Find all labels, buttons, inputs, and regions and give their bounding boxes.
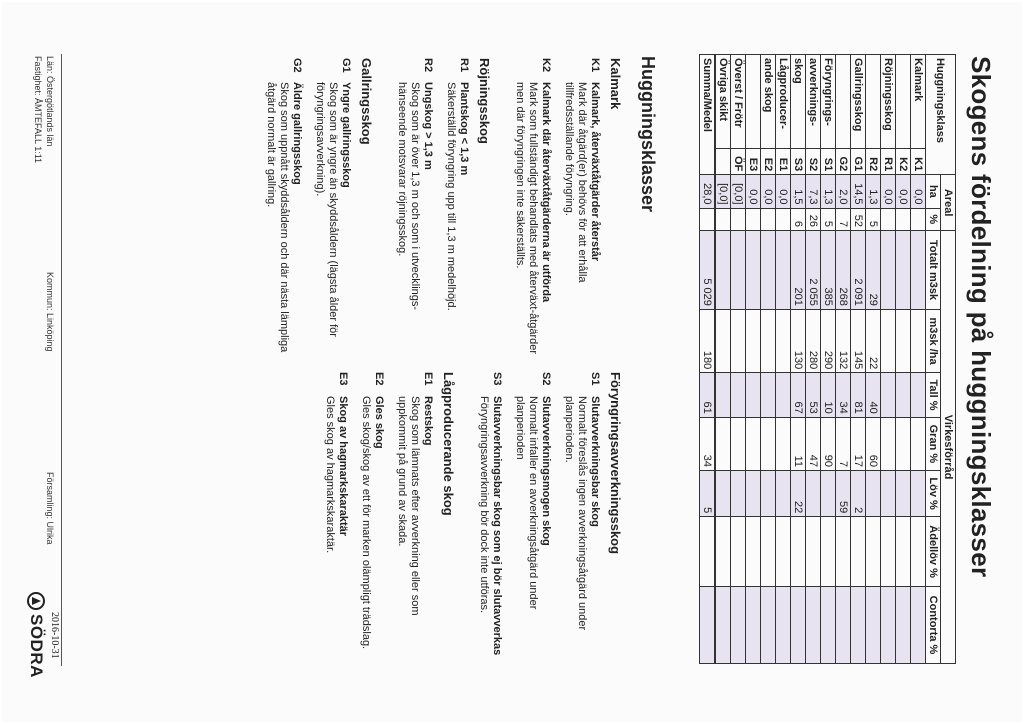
cell-ha: 0,0 xyxy=(776,175,791,208)
class-name: Ungskog > 1,3 m xyxy=(422,82,434,170)
table-row xyxy=(836,55,851,664)
cell-gran xyxy=(746,417,761,470)
contorta-header: Contorta % xyxy=(926,586,941,663)
cell-ha: 0,0 xyxy=(761,175,776,208)
cell-contorta xyxy=(731,586,746,663)
cell-tall: 67 xyxy=(791,373,806,417)
class-name: Kalmark där återväxtåtgärderna är utförda xyxy=(540,82,552,303)
cell-per_ha xyxy=(911,309,926,372)
row-label: Överst / Frötr xyxy=(731,55,746,149)
cell-lov: 59 xyxy=(836,471,851,517)
document-date: 2016-10-31 xyxy=(49,612,60,659)
cell-adellov xyxy=(746,517,761,587)
cell-lov xyxy=(731,471,746,517)
cell-totalt: 385 xyxy=(821,231,836,310)
row-code: K1 xyxy=(911,149,926,175)
totalt-header: Totalt m3sk xyxy=(926,231,941,310)
cell-ha: [0,0] xyxy=(715,175,731,208)
class-e3 xyxy=(323,372,349,672)
class-k1 xyxy=(562,58,601,358)
class-name: Kalmark, återväxtåtgärder återstår xyxy=(589,82,601,262)
cell-tall xyxy=(911,373,926,417)
class-name: Slutavverkningsbar skog som ej bör slutavverkas xyxy=(491,396,503,656)
cell-ha: [0,0] xyxy=(731,175,746,208)
cell-pct: 26 xyxy=(806,208,821,231)
row-code: R2 xyxy=(866,149,881,175)
cell-lov xyxy=(806,471,821,517)
cell-adellov xyxy=(761,517,776,587)
cell-pct: 7 xyxy=(836,208,851,231)
class-code: R2 xyxy=(422,58,434,73)
cell-per_ha: 130 xyxy=(791,309,806,372)
class-name: Slutavverkningsmogen skog xyxy=(540,396,552,546)
cell-per_ha xyxy=(761,309,776,372)
sum-tall: 61 xyxy=(700,373,716,417)
class-code: K2 xyxy=(540,58,552,73)
cell-adellov xyxy=(851,517,866,587)
footer-forsamling: Församling: Ulrika xyxy=(45,472,55,545)
cell-adellov xyxy=(866,517,881,587)
cell-pct xyxy=(715,208,731,231)
cell-gran: 17 xyxy=(851,417,866,470)
cell-gran: 60 xyxy=(866,417,881,470)
class-description: Mark där åtgärd(er) behövs för att erhålla tillfredsställande föryngring. xyxy=(563,82,588,283)
cell-tall xyxy=(761,373,776,417)
class-description: Skog som lämnats efter avverkning eller som uppkommit på grund av skada. xyxy=(396,396,421,616)
cell-contorta xyxy=(806,586,821,663)
cell-adellov xyxy=(836,517,851,587)
class-s1 xyxy=(562,372,601,672)
cell-ha: 1,3 xyxy=(866,175,881,208)
cell-contorta xyxy=(791,586,806,663)
cell-ha: 7,3 xyxy=(806,175,821,208)
cell-contorta xyxy=(821,586,836,663)
cell-per_ha: 280 xyxy=(806,309,821,372)
footer-location xyxy=(32,56,56,163)
class-name: Skog av hagmarkskaraktär xyxy=(337,396,349,537)
cell-pct xyxy=(746,208,761,231)
class-e2 xyxy=(359,372,385,672)
cell-per_ha xyxy=(715,309,731,372)
cell-totalt: 268 xyxy=(836,231,851,310)
classes-right-column xyxy=(313,372,622,672)
footer-fastighet: Fastighet: ÅMTEFALL 1:11 xyxy=(33,56,43,164)
huggningsklass-table xyxy=(699,54,956,664)
group-title-rojning: Röjningsskog xyxy=(477,58,492,144)
class-s3 xyxy=(477,372,503,672)
cell-per_ha xyxy=(776,309,791,372)
class-name: Plantskog < 1,3 m xyxy=(458,82,470,176)
cell-lov: 2 xyxy=(851,471,866,517)
class-code: S2 xyxy=(540,372,552,386)
row-code: E2 xyxy=(761,149,776,175)
class-name: Restskog xyxy=(422,396,434,446)
row-label: Kalmark xyxy=(911,55,926,149)
cell-totalt xyxy=(911,231,926,310)
row-label: ande skog xyxy=(761,55,776,149)
cell-tall xyxy=(715,373,731,417)
cell-contorta xyxy=(896,586,911,663)
cell-gran xyxy=(911,417,926,470)
cell-gran: 7 xyxy=(836,417,851,470)
cell-ha: 0,0 xyxy=(746,175,761,208)
row-label: Föryngrings- xyxy=(821,55,836,149)
cell-tall xyxy=(776,373,791,417)
cell-totalt xyxy=(715,231,731,310)
row-code: E3 xyxy=(746,149,761,175)
cell-contorta xyxy=(746,586,761,663)
cell-totalt: 201 xyxy=(791,231,806,310)
class-description: Skog som är över 1,3 m och som i utvecklings-hänseende motsvarar röjningsskog. xyxy=(396,82,421,311)
sum-lov: 5 xyxy=(700,471,716,517)
cell-per_ha: 132 xyxy=(836,309,851,372)
page-title: Skogens fördelning på huggningsklasser xyxy=(966,56,996,578)
pct-header: % xyxy=(926,208,941,231)
cell-ha: 14,5 xyxy=(851,175,866,208)
cell-contorta xyxy=(866,586,881,663)
cell-tall: 34 xyxy=(836,373,851,417)
cell-totalt xyxy=(731,231,746,310)
row-label: Röjningsskog xyxy=(881,55,896,149)
classes-left-column xyxy=(254,58,622,358)
cell-gran xyxy=(881,417,896,470)
cell-adellov xyxy=(791,517,806,587)
class-code: R1 xyxy=(458,58,470,73)
cell-ha: 2,0 xyxy=(836,175,851,208)
class-name: Yngre gallringsskog xyxy=(340,82,352,188)
row-code xyxy=(715,149,731,175)
cell-lov xyxy=(866,471,881,517)
cell-contorta xyxy=(911,586,926,663)
cell-gran: 11 xyxy=(791,417,806,470)
cell-contorta xyxy=(715,586,731,663)
row-label: avverknings- xyxy=(806,55,821,149)
table-row xyxy=(791,55,806,664)
cell-pct: 6 xyxy=(791,208,806,231)
cell-totalt xyxy=(746,231,761,310)
cell-totalt: 2 091 xyxy=(851,231,866,310)
sodra-logo-text: SÖDRA xyxy=(27,614,46,678)
table-row xyxy=(761,55,776,664)
row-label: Övriga skikt xyxy=(715,55,731,149)
row-code: R1 xyxy=(881,149,896,175)
row-code: K2 xyxy=(896,149,911,175)
class-description: Skog som uppnått skyddsåldern och där nästa lämpliga åtgärd normalt är gallring. xyxy=(265,82,290,353)
row-label xyxy=(866,55,881,149)
class-code: S3 xyxy=(491,372,503,386)
cell-ha: 1,5 xyxy=(791,175,806,208)
class-column-header: Huggningsklass xyxy=(926,55,956,175)
cell-adellov xyxy=(806,517,821,587)
table-row xyxy=(866,55,881,664)
sum-label: Summa/Medel xyxy=(700,55,716,175)
table-row xyxy=(806,55,821,664)
cell-totalt xyxy=(776,231,791,310)
footer-divider xyxy=(61,54,62,666)
row-label xyxy=(836,55,851,149)
row-code: S3 xyxy=(791,149,806,175)
per-ha-header: m3sk /ha xyxy=(926,309,941,372)
table-row xyxy=(731,55,746,664)
sodra-logo xyxy=(26,592,46,678)
cell-gran: 90 xyxy=(821,417,836,470)
cell-adellov xyxy=(821,517,836,587)
areal-header: Areal xyxy=(941,175,956,231)
lov-header: Löv % xyxy=(926,471,941,517)
cell-ha: 0,0 xyxy=(881,175,896,208)
cell-lov xyxy=(896,471,911,517)
cell-lov xyxy=(761,471,776,517)
cell-pct xyxy=(881,208,896,231)
class-description: Normalt infaller en avverkningsåtgärd under planperioden xyxy=(514,396,539,610)
row-label xyxy=(896,55,911,149)
footer-lan: Län: Östergötlands län xyxy=(45,56,55,147)
cell-gran xyxy=(761,417,776,470)
cell-pct: 52 xyxy=(851,208,866,231)
cell-tall xyxy=(881,373,896,417)
cell-tall xyxy=(731,373,746,417)
cell-tall xyxy=(896,373,911,417)
cell-tall xyxy=(746,373,761,417)
cell-lov xyxy=(776,471,791,517)
sum-per_ha: 180 xyxy=(700,309,716,372)
cell-adellov xyxy=(896,517,911,587)
document-page xyxy=(2,2,1022,722)
sum-adellov xyxy=(700,517,716,587)
class-name: Gles skog xyxy=(373,396,385,449)
class-name: Äldre gallringsskog xyxy=(291,82,303,185)
table-row xyxy=(851,55,866,664)
table-row xyxy=(776,55,791,664)
class-name: Slutavverkningsbar skog xyxy=(589,396,601,527)
table-row xyxy=(911,55,926,664)
row-code: E1 xyxy=(776,149,791,175)
sum-contorta xyxy=(700,586,716,663)
cell-totalt xyxy=(881,231,896,310)
cell-pct xyxy=(761,208,776,231)
class-g2 xyxy=(264,58,303,358)
class-e1 xyxy=(395,372,434,672)
class-k2 xyxy=(513,58,552,358)
group-title-kalmark: Kalmark xyxy=(608,58,623,110)
cell-lov xyxy=(821,471,836,517)
group-title-lagproducerande: Lågproducerande skog xyxy=(441,372,456,516)
class-g1 xyxy=(313,58,352,358)
row-code: G1 xyxy=(851,149,866,175)
cell-adellov xyxy=(715,517,731,587)
class-description: Säkerställd föryngring upp till 1,3 m medelhöjd. xyxy=(445,82,457,311)
sum-totalt: 5 029 xyxy=(700,231,716,310)
sum-pct xyxy=(700,208,716,231)
cell-contorta xyxy=(851,586,866,663)
cell-totalt: 2 055 xyxy=(806,231,821,310)
table-row xyxy=(715,55,731,664)
cell-lov xyxy=(715,471,731,517)
cell-per_ha xyxy=(746,309,761,372)
cell-pct xyxy=(911,208,926,231)
cell-adellov xyxy=(881,517,896,587)
row-code: S2 xyxy=(806,149,821,175)
table-row xyxy=(896,55,911,664)
cell-per_ha: 22 xyxy=(866,309,881,372)
cell-ha: 0,0 xyxy=(896,175,911,208)
group-title-foryngring: Föryngringsavverkningsskog xyxy=(608,372,623,555)
cell-pct xyxy=(776,208,791,231)
cell-lov xyxy=(746,471,761,517)
class-description: Gles skog av hagmarkskaraktär. xyxy=(324,396,336,554)
ha-header: ha xyxy=(926,175,941,208)
cell-totalt xyxy=(761,231,776,310)
cell-totalt xyxy=(896,231,911,310)
class-code: E1 xyxy=(422,372,434,386)
cell-pct xyxy=(731,208,746,231)
class-code: E3 xyxy=(337,372,349,386)
class-description: Skog som är yngre än skyddsåldern (lägsta ålder för föryngringsavverkning). xyxy=(314,82,339,337)
class-r1 xyxy=(444,58,470,358)
cell-lov: 22 xyxy=(791,471,806,517)
table-row xyxy=(821,55,836,664)
table-row xyxy=(881,55,896,664)
cell-pct: 5 xyxy=(821,208,836,231)
tall-header: Tall % xyxy=(926,373,941,417)
row-code: S1 xyxy=(821,149,836,175)
cell-gran xyxy=(896,417,911,470)
cell-contorta xyxy=(836,586,851,663)
class-code: K1 xyxy=(589,58,601,73)
cell-gran xyxy=(776,417,791,470)
row-label xyxy=(746,55,761,149)
section-title: Huggningsklasser xyxy=(638,56,658,213)
cell-per_ha xyxy=(881,309,896,372)
cell-adellov xyxy=(776,517,791,587)
class-code: E2 xyxy=(373,372,385,386)
cell-adellov xyxy=(731,517,746,587)
cell-gran xyxy=(715,417,731,470)
cell-adellov xyxy=(911,517,926,587)
row-code: ÖF xyxy=(731,149,746,175)
cell-per_ha xyxy=(896,309,911,372)
cell-gran xyxy=(731,417,746,470)
cell-gran: 47 xyxy=(806,417,821,470)
sum-row xyxy=(700,55,716,664)
row-label: Lågproducer- xyxy=(776,55,791,149)
sum-ha: 28,0 xyxy=(700,175,716,208)
cell-lov xyxy=(881,471,896,517)
footer-kommun: Kommun: Linköping xyxy=(45,272,55,352)
class-description: Normalt föreslås ingen avverkningsåtgärd under planperioden. xyxy=(563,396,588,631)
class-description: Mark som fullständigt behandlats med återväxt-åtgärder men där föryngringen inte säkerställts. xyxy=(514,82,539,355)
cell-ha: 1,3 xyxy=(821,175,836,208)
cell-per_ha: 290 xyxy=(821,309,836,372)
virkesforrad-header: Virkesförråd xyxy=(941,231,956,664)
class-s2 xyxy=(513,372,552,672)
cell-per_ha xyxy=(731,309,746,372)
cell-ha: 0,0 xyxy=(911,175,926,208)
cell-tall: 53 xyxy=(806,373,821,417)
class-code: G2 xyxy=(291,58,303,73)
cell-per_ha: 145 xyxy=(851,309,866,372)
cell-contorta xyxy=(776,586,791,663)
row-code: G2 xyxy=(836,149,851,175)
row-label: skog xyxy=(791,55,806,149)
cell-contorta xyxy=(761,586,776,663)
cell-lov xyxy=(911,471,926,517)
cell-tall: 10 xyxy=(821,373,836,417)
cell-tall: 40 xyxy=(866,373,881,417)
adellov-header: Ädellöv % xyxy=(926,517,941,587)
cell-contorta xyxy=(881,586,896,663)
row-label: Gallringsskog xyxy=(851,55,866,149)
sum-gran: 34 xyxy=(700,417,716,470)
class-r2 xyxy=(395,58,434,358)
cell-tall: 81 xyxy=(851,373,866,417)
table-row xyxy=(746,55,761,664)
sodra-logo-icon xyxy=(27,592,45,610)
cell-totalt: 29 xyxy=(866,231,881,310)
group-title-gallring: Gallringsskog xyxy=(359,58,374,145)
class-description: Föryngringsavverkning bör dock inte utföras. xyxy=(478,396,490,614)
class-description: Gles skog/skog av ett för marken olämpligt trädslag. xyxy=(360,396,372,650)
cell-pct xyxy=(896,208,911,231)
class-code: G1 xyxy=(340,58,352,73)
cell-pct: 5 xyxy=(866,208,881,231)
class-code: S1 xyxy=(589,372,601,386)
gran-header: Gran % xyxy=(926,417,941,470)
